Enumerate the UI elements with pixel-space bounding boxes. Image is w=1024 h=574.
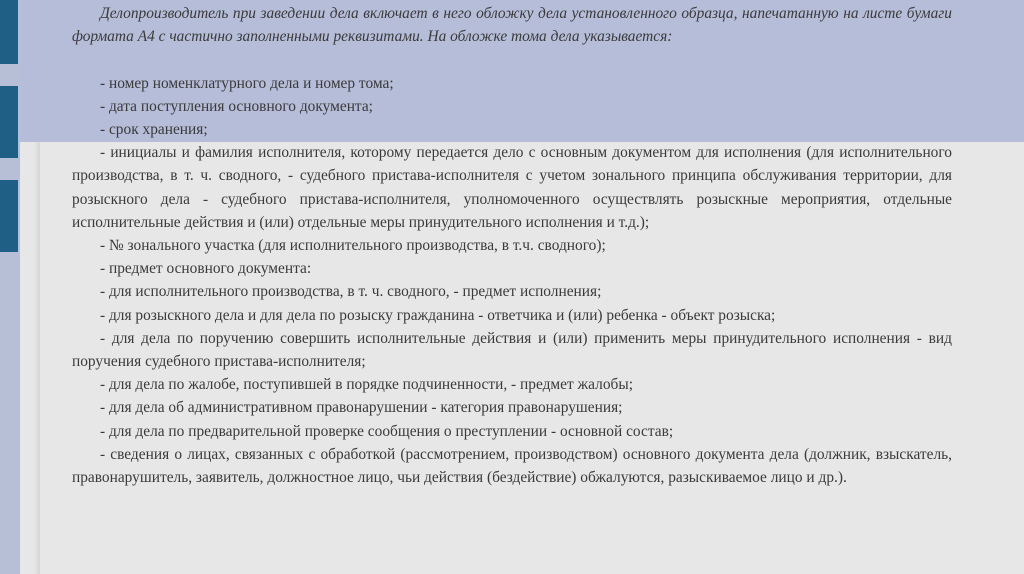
list-item: - для дела по жалобе, поступившей в порядке подчиненности, - предмет жалобы; xyxy=(100,376,633,394)
list-item: - предмет основного документа: xyxy=(100,260,312,278)
list-item: - дата поступления основного документа; xyxy=(100,97,373,115)
list-item: - сведения о лицах, связанных с обработкой (рассмотрением, производством) основного документа дела (должник, взыскатель, правонарушитель, заявитель, должностное лицо, чьи действия (бездействие) обжалуются, разыскиваемое лицо и др.). xyxy=(72,445,952,487)
list-item: - для розыскного дела и для дела по розыску гражданина - ответчика и (или) ребенка - объект розыска; xyxy=(100,306,776,324)
list-item: - для исполнительного производства, в т. ч. сводного, - предмет исполнения; xyxy=(100,283,602,301)
list-item: - для дела об административном правонарушении - категория правонарушения; xyxy=(100,399,623,417)
list-item: - № зонального участка (для исполнительного производства, в т.ч. сводного); xyxy=(100,237,606,255)
accent-bar xyxy=(0,0,18,64)
intro-paragraph: Делопроизводитель при заведении дела включает в него обложку дела установленного образца, напечатанную на листе бумаги формата А4 с частично заполненными реквизитами. На обложке тома дела указывается: xyxy=(72,5,952,46)
accent-bar xyxy=(0,86,18,158)
list-item: - для дела по предварительной проверке сообщения о преступлении - основной состав; xyxy=(100,422,674,440)
list-item: - инициалы и фамилия исполнителя, которому передается дело с основным документом для исполнения (для исполнительного производства, в т. ч. сводного, - судебного пристава-исполнителя с учетом зонального принципа обслуживания территории, для розыскного дела - судебного пристава-исполнителя, уполномоченного осуществлять розыскные мероприятия, отдельные исполнительные действия и (или) отдельные меры принудительного исполнения и т.д.); xyxy=(72,144,952,231)
list-item: - для дела по поручению совершить исполнительные действия и (или) применить меры принудительного исполнения - вид поручения судебного пристава-исполнителя; xyxy=(72,329,952,371)
list-item: - срок хранения; xyxy=(100,121,208,138)
accent-bar xyxy=(0,180,18,252)
slide-text xyxy=(72,2,952,489)
list-item: - номер номенклатурного дела и номер тома; xyxy=(100,74,394,92)
